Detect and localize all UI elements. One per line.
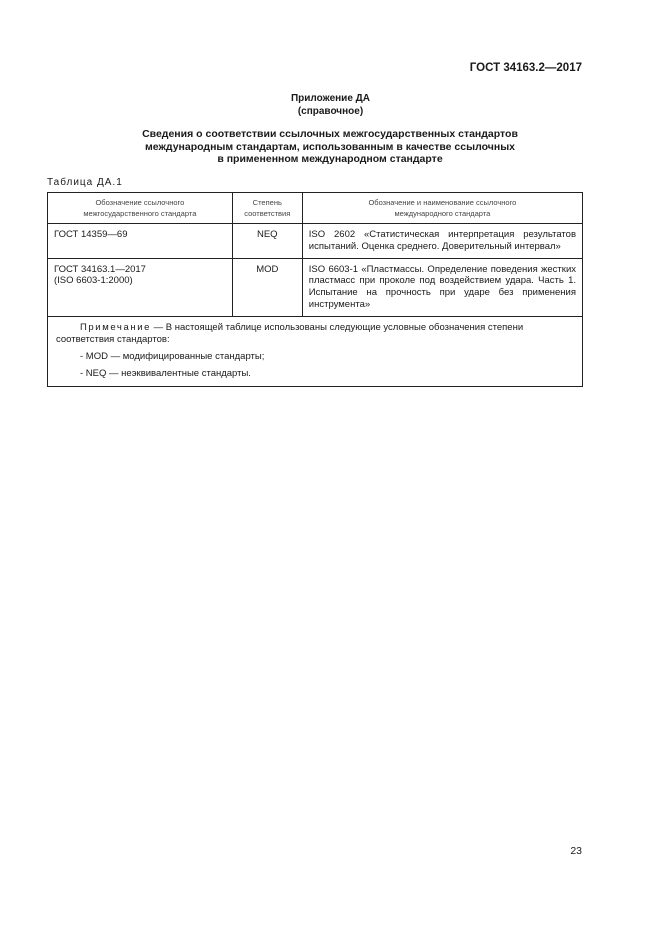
note-item-mod: - MOD — модифицированные стандарты; — [80, 350, 265, 362]
header-degree: Степень соответствия — [232, 193, 302, 224]
table-note-row — [48, 316, 583, 386]
standard-code: ГОСТ 34163.2—2017 — [469, 62, 582, 74]
national-standard-cell: ГОСТ 14359—69 — [48, 224, 233, 259]
header-international-standard: Обозначение и наименование ссылочного международного стандарта — [302, 193, 582, 224]
note-label: Примечание — [80, 321, 151, 333]
correspondence-table — [47, 192, 583, 387]
note-item-neq: - NEQ — неэквивалентные стандарты. — [80, 367, 251, 379]
appendix-subtitle: (справочное) — [297, 106, 364, 117]
section-title-line: Сведения о соответствии ссылочных межгосударственных стандартов — [142, 128, 518, 140]
table-caption: Таблица ДА.1 — [47, 177, 123, 188]
section-title — [60, 128, 600, 166]
table-note — [48, 316, 583, 386]
note-text: — В настоящей таблице использованы следующие условные обозначения степени соответствия стандартов: — [56, 321, 524, 345]
international-standard-cell: ISO 2602 «Статистическая интерпретация результатов испытаний. Оценка среднего. Доверительный интервал» — [302, 224, 582, 259]
national-standard-cell: ГОСТ 34163.1—2017 (ISO 6603-1:2000) — [48, 258, 233, 316]
section-title-line: в примененном международном стандарте — [217, 153, 443, 165]
degree-cell: NEQ — [232, 224, 302, 259]
table-row — [48, 224, 583, 259]
international-standard-cell: ISO 6603-1 «Пластмассы. Определение поведения жестких пластмасс при проколе под воздействием удара. Часть 1. Испытание на прочность при ударе без применения инструмента» — [302, 258, 582, 316]
page-number: 23 — [570, 845, 582, 857]
header-national-standard: Обозначение ссылочного межгосударственного стандарта — [48, 193, 233, 224]
section-title-line: международным стандартам, использованным в качестве ссылочных — [144, 140, 515, 153]
table-header-row — [48, 193, 583, 224]
table-row — [48, 258, 583, 316]
appendix-title: Приложение ДА — [290, 93, 371, 104]
degree-cell: MOD — [232, 258, 302, 316]
